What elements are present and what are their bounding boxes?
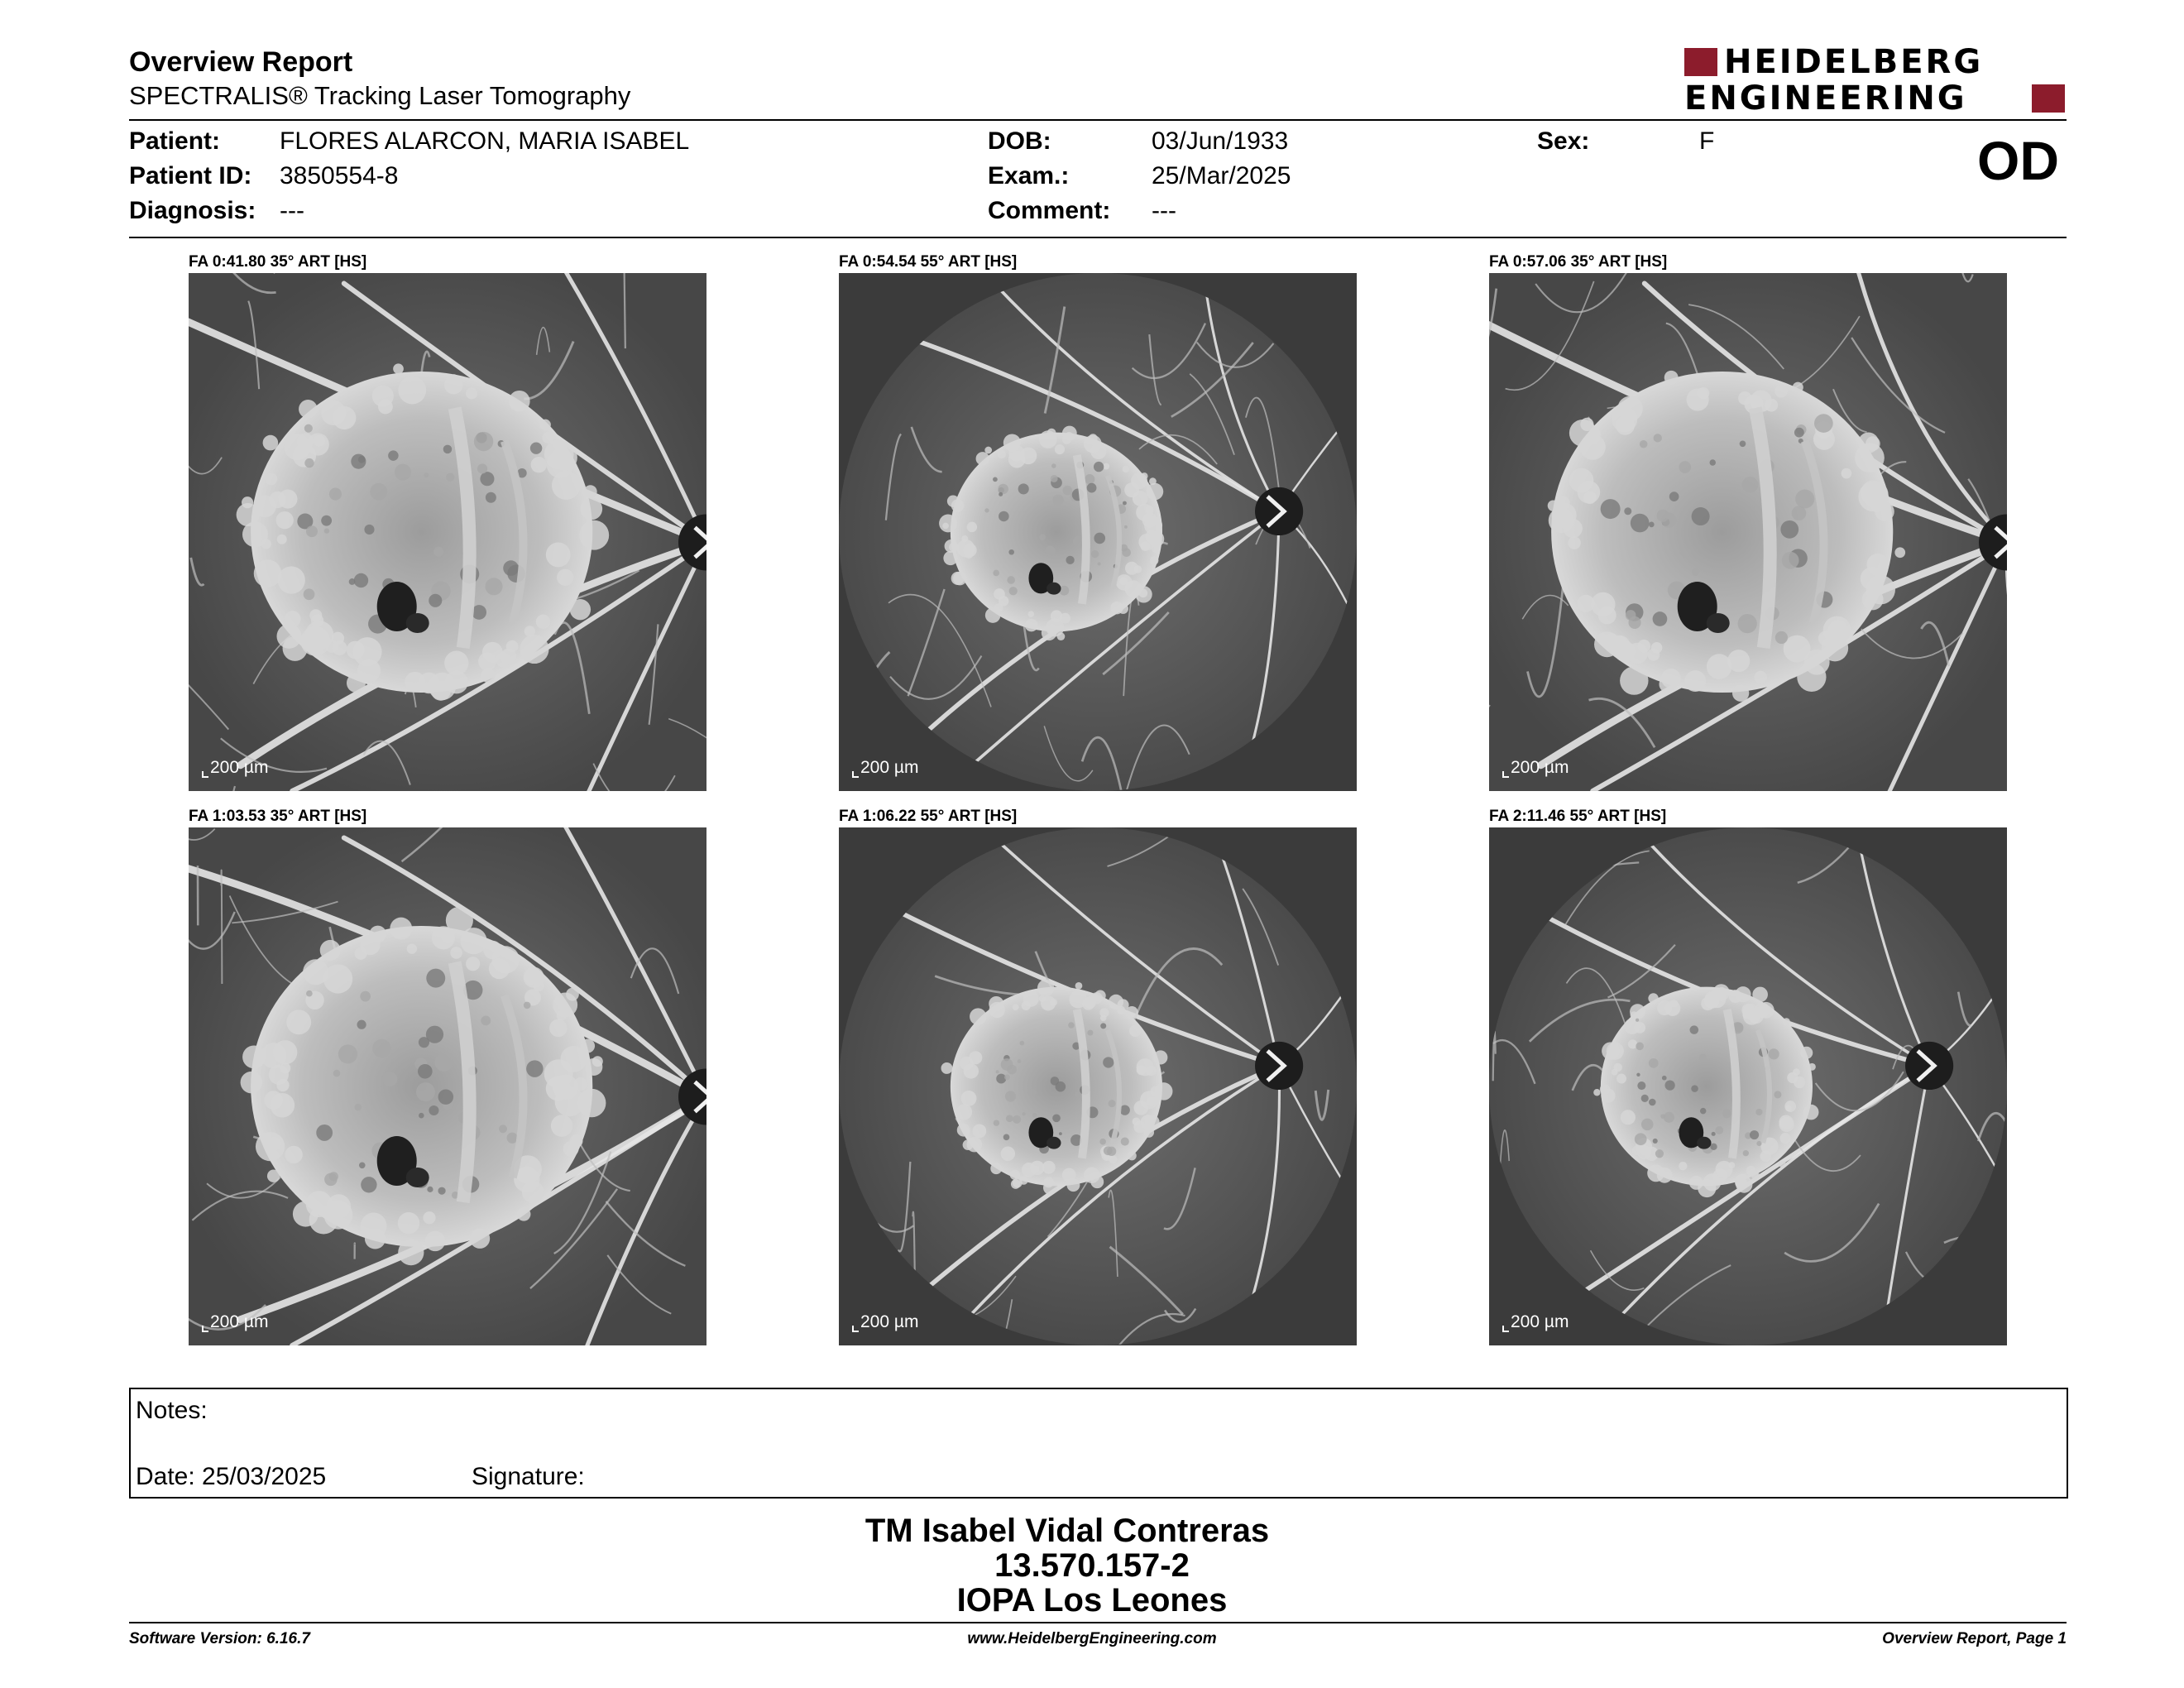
image-caption: FA 0:54.54 55° ART [HS] xyxy=(839,253,1018,271)
report-subtitle: SPECTRALIS® Tracking Laser Tomography xyxy=(129,81,631,110)
logo-square-top xyxy=(1684,48,1717,76)
diagnosis-label: Diagnosis: xyxy=(129,197,256,224)
fundus-illustration xyxy=(1489,827,2007,1345)
fundus-angiogram-image[interactable] xyxy=(839,273,1357,791)
logo-square-bottom xyxy=(2032,84,2065,113)
patient-id: 3850554-8 xyxy=(280,162,399,189)
image-caption: FA 0:41.80 35° ART [HS] xyxy=(189,253,367,271)
exam-value: 25/Mar/2025 xyxy=(1152,162,1291,189)
image-caption: FA 1:03.53 35° ART [HS] xyxy=(189,808,367,825)
image-caption: FA 2:11.46 55° ART [HS] xyxy=(1489,808,1667,825)
signature-label: Signature: xyxy=(472,1463,585,1490)
stamp-institution: IOPA Los Leones xyxy=(956,1582,1228,1618)
fundus-angiogram-image[interactable] xyxy=(189,827,706,1345)
fundus-angiogram-image[interactable] xyxy=(839,827,1357,1345)
dob-label: DOB: xyxy=(988,127,1051,155)
patient-label: Patient: xyxy=(129,127,221,155)
fundus-illustration xyxy=(1489,273,2007,791)
sex-label: Sex: xyxy=(1537,127,1590,155)
comment-label: Comment: xyxy=(988,197,1111,224)
dob-value: 03/Jun/1933 xyxy=(1152,127,1289,155)
stamp-name: TM Isabel Vidal Contreras xyxy=(864,1513,1270,1549)
scale-bar: 200 µm xyxy=(202,1312,268,1332)
fundus-illustration xyxy=(189,827,706,1345)
scale-bar: 200 µm xyxy=(852,758,918,778)
sex-value: F xyxy=(1699,127,1715,155)
heidelberg-logo xyxy=(1684,43,2065,117)
logo-line1: HEIDELBERG xyxy=(1724,43,1984,81)
page-indicator: Overview Report, Page 1 xyxy=(1882,1630,2067,1647)
footer-divider xyxy=(129,1622,2067,1623)
scale-bar: 200 µm xyxy=(1502,758,1569,778)
diagnosis-value: --- xyxy=(280,197,304,224)
image-caption: FA 1:06.22 55° ART [HS] xyxy=(839,808,1018,825)
logo-line2: ENGINEERING xyxy=(1684,79,1967,117)
exam-label: Exam.: xyxy=(988,162,1070,189)
patient-name: FLORES ALARCON, MARIA ISABEL xyxy=(280,127,690,155)
fundus-illustration xyxy=(189,273,706,791)
software-version: Software Version: 6.16.7 xyxy=(129,1630,310,1647)
fundus-angiogram-image[interactable] xyxy=(189,273,706,791)
eye-indicator: OD xyxy=(1977,130,2059,191)
patient-id-label: Patient ID: xyxy=(129,162,252,189)
website-link[interactable]: www.HeidelbergEngineering.com xyxy=(967,1630,1217,1647)
fundus-angiogram-image[interactable] xyxy=(1489,273,2007,791)
notes-label: Notes: xyxy=(136,1397,208,1424)
fundus-angiogram-image[interactable] xyxy=(1489,827,2007,1345)
notes-box[interactable] xyxy=(129,1388,2068,1499)
fundus-illustration xyxy=(839,273,1357,791)
scale-bar: 200 µm xyxy=(202,758,268,778)
image-caption: FA 0:57.06 35° ART [HS] xyxy=(1489,253,1668,271)
comment-value: --- xyxy=(1152,197,1176,224)
date-label: Date: 25/03/2025 xyxy=(136,1463,327,1490)
patient-info-divider xyxy=(129,237,2067,238)
header-divider xyxy=(129,119,2067,121)
scale-bar: 200 µm xyxy=(852,1312,918,1332)
stamp-id: 13.570.157-2 xyxy=(994,1547,1190,1584)
scale-bar: 200 µm xyxy=(1502,1312,1569,1332)
report-title: Overview Report xyxy=(129,46,353,78)
fundus-illustration xyxy=(839,827,1357,1345)
